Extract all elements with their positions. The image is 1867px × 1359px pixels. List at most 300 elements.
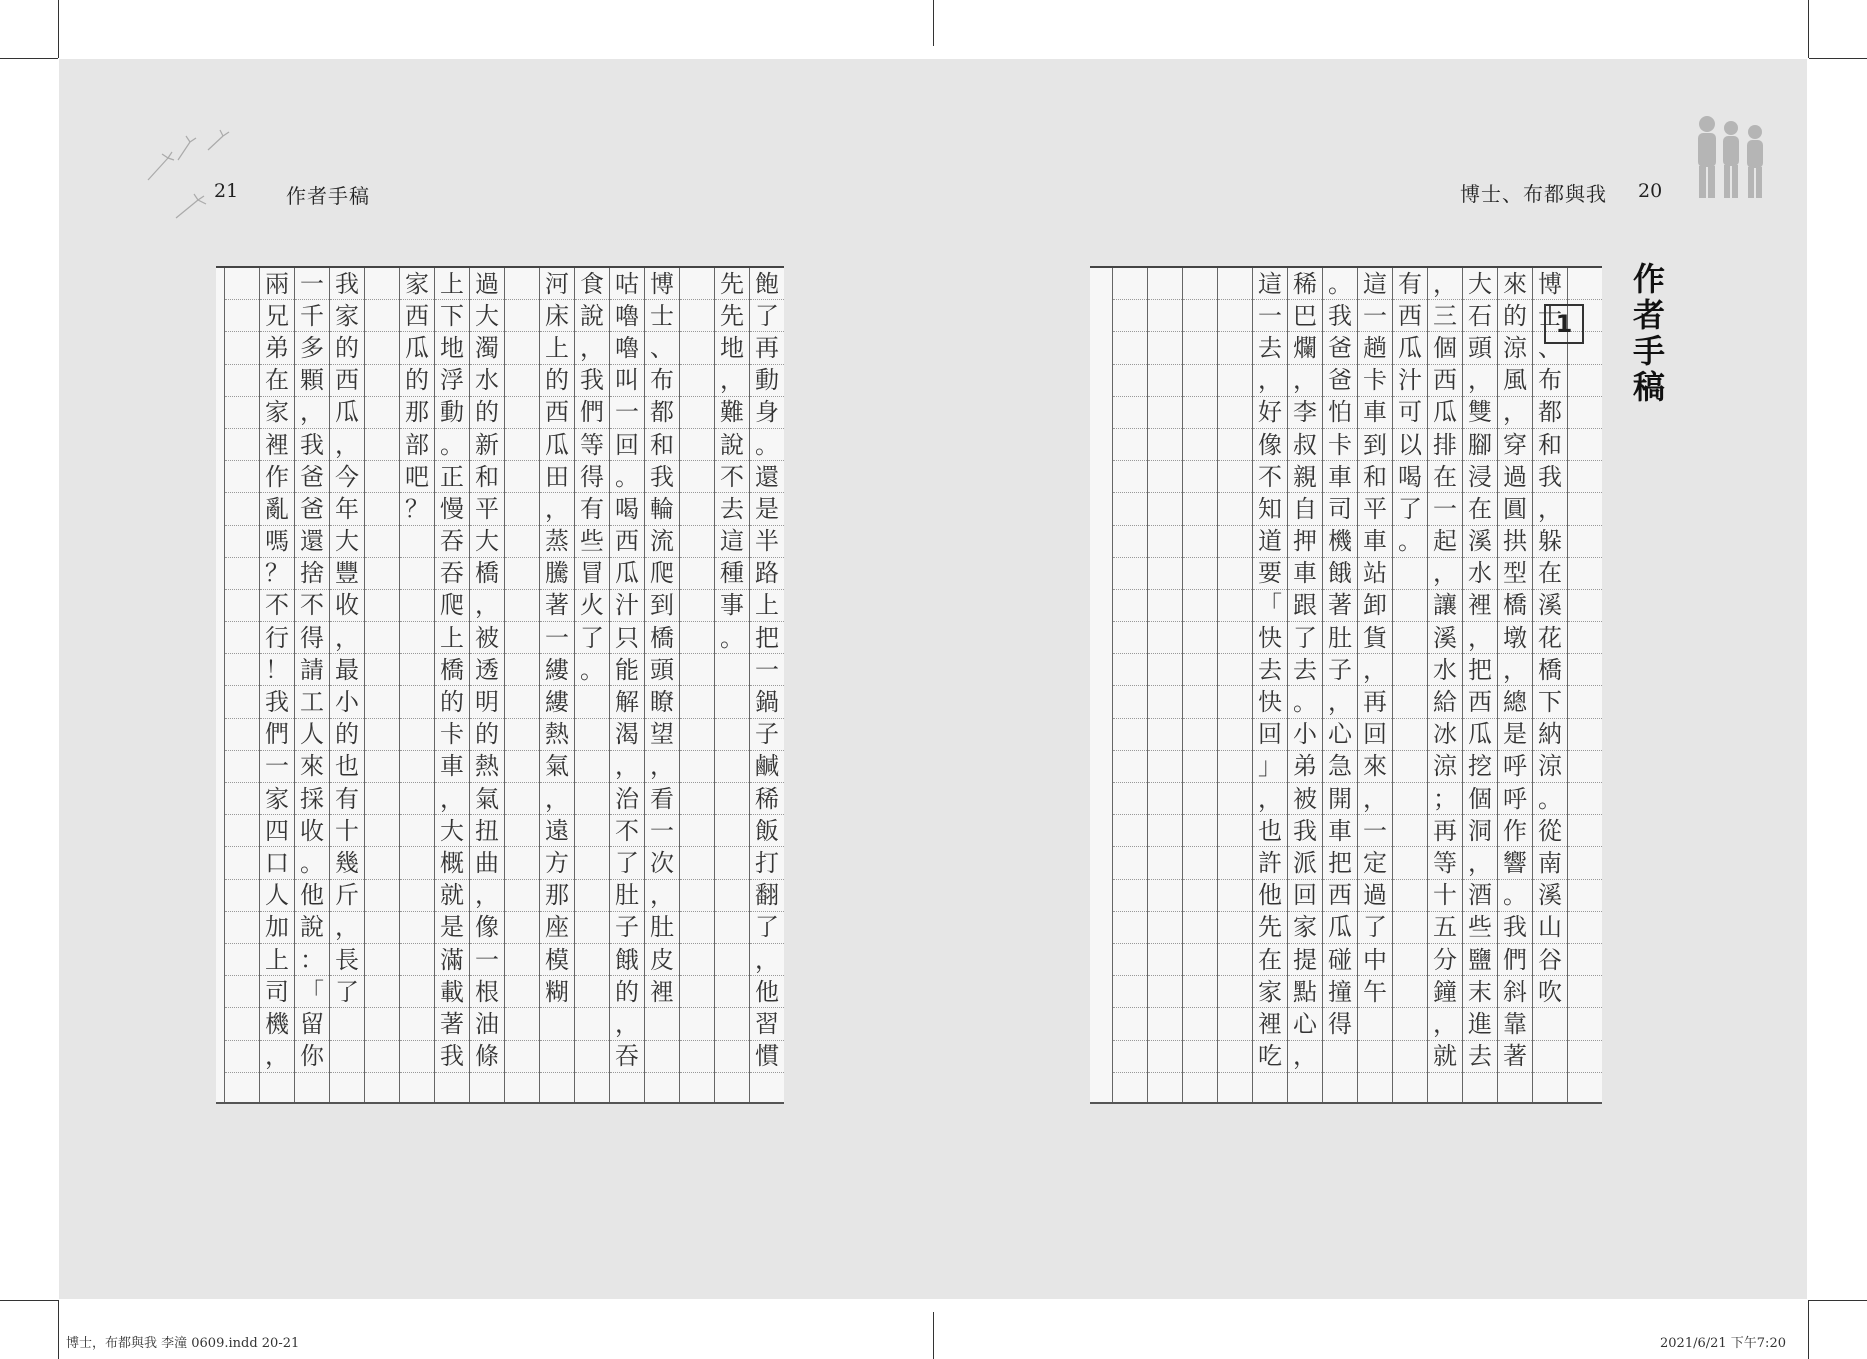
manuscript-cell [1218,686,1252,718]
manuscript-cell: 顆 [295,365,329,397]
manuscript-cell [505,654,539,686]
manuscript-cell: 一 [610,397,644,429]
manuscript-cell: 的 [330,719,364,751]
manuscript-cell: 的 [330,332,364,364]
manuscript-cell: 濁 [470,332,504,364]
manuscript-cell [1148,912,1182,944]
manuscript-cell [715,1008,749,1040]
manuscript-cell: 熱 [540,719,574,751]
manuscript-cell [505,461,539,493]
manuscript-cell [715,976,749,1008]
manuscript-cell: 吞 [435,558,469,590]
manuscript-cell [680,461,714,493]
manuscript-cell [1568,397,1602,429]
manuscript-cell: 司 [260,976,294,1008]
manuscript-cell: 糊 [540,976,574,1008]
manuscript-cell [330,1008,364,1040]
manuscript-cell: 回 [1253,719,1287,751]
manuscript-cell: 的 [610,976,644,1008]
manuscript-cell: 些 [575,526,609,558]
manuscript-cell: 以 [1393,429,1427,461]
manuscript-cell: 的 [470,397,504,429]
manuscript-cell: 些 [1463,912,1497,944]
manuscript-cell: 撞 [1323,976,1357,1008]
manuscript-cell: 下 [1533,686,1567,718]
manuscript-cell: 士 [1533,300,1567,332]
manuscript-cell: 南 [1533,847,1567,879]
manuscript-cell [1183,654,1217,686]
manuscript-cell [1393,783,1427,815]
manuscript-cell: 說 [295,912,329,944]
manuscript-cell [505,880,539,912]
manuscript-cell: 西 [1393,300,1427,332]
crop-mark [0,58,58,59]
manuscript-cell [1148,944,1182,976]
manuscript-cell: 了 [1393,493,1427,525]
manuscript-cell [225,783,259,815]
manuscript-cell: ， [540,783,574,815]
manuscript-cell [225,332,259,364]
manuscript-cell: 一 [540,622,574,654]
manuscript-cell: ， [540,493,574,525]
manuscript-cell [225,365,259,397]
manuscript-cell: 你 [295,1041,329,1073]
manuscript-cell [1113,1041,1147,1073]
manuscript-cell: 橋 [645,622,679,654]
manuscript-cell [365,654,399,686]
manuscript-cell [1568,976,1602,1008]
manuscript-cell [715,1041,749,1073]
manuscript-cell: 一 [260,751,294,783]
manuscript-cell: 博 [645,268,679,300]
manuscript-cell: ； [1428,783,1462,815]
manuscript-cell: 過 [1358,880,1392,912]
manuscript-cell: 我 [260,686,294,718]
manuscript-cell [365,300,399,332]
manuscript-cell: 把 [750,622,784,654]
manuscript-cell: 裡 [645,976,679,1008]
manuscript-cell: 動 [750,365,784,397]
manuscript-cell: 一 [470,944,504,976]
manuscript-cell: 和 [1358,461,1392,493]
manuscript-cell: ， [575,332,609,364]
manuscript-cell: 快 [1253,686,1287,718]
manuscript-cell [1568,751,1602,783]
manuscript-cell: 下 [435,300,469,332]
manuscript-cell [225,493,259,525]
manuscript-cell [715,686,749,718]
manuscript-cell [1218,526,1252,558]
manuscript-cell: 士 [645,300,679,332]
manuscript-cell: 。 [610,461,644,493]
manuscript-cell: 流 [645,526,679,558]
manuscript-cell [365,622,399,654]
manuscript-cell [680,493,714,525]
manuscript-cell: 。 [750,429,784,461]
manuscript-cell [1218,493,1252,525]
manuscript-cell: 總 [1498,686,1532,718]
manuscript-cell: 我 [645,461,679,493]
manuscript-column [1287,268,1322,1102]
manuscript-cell: 瓜 [330,397,364,429]
manuscript-column [1322,268,1357,1102]
manuscript-cell: 進 [1463,1008,1497,1040]
manuscript-cell: 汁 [1393,365,1427,397]
manuscript-cell [1568,461,1602,493]
manuscript-cell [1218,461,1252,493]
manuscript-cell: 嚕 [610,332,644,364]
manuscript-cell: 冰 [1428,719,1462,751]
manuscript-cell [1218,300,1252,332]
manuscript-cell: 瓜 [1393,332,1427,364]
manuscript-cell: 叔 [1288,429,1322,461]
manuscript-cell [400,976,434,1008]
crop-mark [1809,58,1867,59]
manuscript-cell: ， [470,880,504,912]
manuscript-cell: 機 [260,1008,294,1040]
manuscript-cell: 把 [1323,847,1357,879]
manuscript-cell: 布 [1533,365,1567,397]
manuscript-cell: 溪 [1428,622,1462,654]
manuscript-column [504,268,539,1102]
manuscript-cell: 回 [1288,880,1322,912]
manuscript-cell: 好 [1253,397,1287,429]
manuscript-cell: 曲 [470,847,504,879]
manuscript-cell [680,622,714,654]
manuscript-cell: 作 [1498,815,1532,847]
manuscript-column [1182,268,1217,1102]
manuscript-cell [225,976,259,1008]
manuscript-cell: ， [435,783,469,815]
manuscript-cell [575,686,609,718]
manuscript-cell [365,268,399,300]
manuscript-cell [365,847,399,879]
manuscript-cell [1113,461,1147,493]
manuscript-cell: 涼 [1498,332,1532,364]
manuscript-cell: 他 [295,880,329,912]
manuscript-cell: 家 [1288,912,1322,944]
manuscript-cell: 。 [1323,268,1357,300]
manuscript-column [749,268,784,1102]
manuscript-cell: 遠 [540,815,574,847]
manuscript-cell: 家 [1253,976,1287,1008]
right-manuscript-sheet [1090,266,1602,1104]
manuscript-cell: 像 [1253,429,1287,461]
manuscript-cell: 爸 [295,461,329,493]
manuscript-cell: 、 [645,332,679,364]
manuscript-cell [575,976,609,1008]
manuscript-cell [575,751,609,783]
manuscript-cell: 卸 [1358,590,1392,622]
manuscript-cell: 碰 [1323,944,1357,976]
manuscript-cell: 來 [1358,751,1392,783]
crop-mark [933,0,934,46]
manuscript-cell [575,880,609,912]
manuscript-cell: ， [330,429,364,461]
manuscript-cell [365,332,399,364]
manuscript-cell: 和 [470,461,504,493]
manuscript-cell [1218,751,1252,783]
manuscript-cell [365,1008,399,1040]
manuscript-cell [1148,1041,1182,1073]
manuscript-cell: 西 [1463,686,1497,718]
manuscript-cell [365,590,399,622]
manuscript-cell [575,912,609,944]
manuscript-cell: 正 [435,461,469,493]
manuscript-cell: 鐘 [1428,976,1462,1008]
manuscript-cell [680,783,714,815]
manuscript-cell: 。 [1498,880,1532,912]
manuscript-cell: 小 [1288,719,1322,751]
manuscript-cell [1218,332,1252,364]
manuscript-cell: 溪 [1533,880,1567,912]
manuscript-cell: 我 [435,1041,469,1073]
manuscript-cell [1148,783,1182,815]
manuscript-cell [575,783,609,815]
manuscript-cell: 上 [435,268,469,300]
manuscript-cell: 了 [1288,622,1322,654]
manuscript-cell [1113,847,1147,879]
manuscript-cell [1113,654,1147,686]
manuscript-cell [1218,397,1252,429]
manuscript-cell [1393,815,1427,847]
manuscript-cell: 飽 [750,268,784,300]
manuscript-cell: 收 [330,590,364,622]
manuscript-cell: 方 [540,847,574,879]
manuscript-cell [1148,590,1182,622]
manuscript-cell [225,461,259,493]
manuscript-cell: 我 [1498,912,1532,944]
manuscript-cell: 千 [295,300,329,332]
manuscript-cell [1533,1008,1567,1040]
manuscript-cell [1393,976,1427,1008]
manuscript-cell [575,944,609,976]
manuscript-cell: 個 [1463,783,1497,815]
manuscript-cell [575,719,609,751]
manuscript-cell [715,783,749,815]
manuscript-cell: 涼 [1428,751,1462,783]
manuscript-cell [365,686,399,718]
manuscript-cell [505,268,539,300]
manuscript-cell: 裡 [1463,590,1497,622]
manuscript-cell: 卡 [1323,429,1357,461]
manuscript-cell: 跟 [1288,590,1322,622]
manuscript-cell: 能 [610,654,644,686]
manuscript-cell [680,526,714,558]
manuscript-column [1357,268,1392,1102]
manuscript-cell: 和 [1533,429,1567,461]
manuscript-cell: 平 [1358,493,1392,525]
manuscript-cell: 橋 [435,654,469,686]
manuscript-cell: 瓜 [1323,912,1357,944]
manuscript-cell: 爸 [295,493,329,525]
manuscript-cell [1113,429,1147,461]
manuscript-cell: 不 [260,590,294,622]
manuscript-cell: 四 [260,815,294,847]
manuscript-cell: 裡 [260,429,294,461]
manuscript-cell: 巴 [1288,300,1322,332]
manuscript-cell: 。 [435,429,469,461]
manuscript-cell: 床 [540,300,574,332]
manuscript-cell [225,268,259,300]
manuscript-cell: 。 [575,654,609,686]
manuscript-cell [715,847,749,879]
manuscript-cell: 的 [470,719,504,751]
manuscript-cell: 那 [400,397,434,429]
manuscript-cell: 氣 [470,783,504,815]
manuscript-cell [400,622,434,654]
manuscript-cell: 汁 [610,590,644,622]
manuscript-cell [1568,268,1602,300]
manuscript-cell [365,526,399,558]
manuscript-cell [1148,654,1182,686]
crop-mark [933,1312,934,1359]
manuscript-cell: 橋 [1533,654,1567,686]
manuscript-cell [400,751,434,783]
manuscript-cell: 我 [295,429,329,461]
manuscript-cell [505,815,539,847]
manuscript-cell: 得 [295,622,329,654]
manuscript-cell: 弟 [260,332,294,364]
manuscript-cell: ， [1358,783,1392,815]
manuscript-cell: 靠 [1498,1008,1532,1040]
manuscript-cell: ， [1288,365,1322,397]
manuscript-cell: 條 [470,1041,504,1073]
manuscript-cell: 還 [295,526,329,558]
manuscript-cell [1568,558,1602,590]
manuscript-column [1217,268,1252,1102]
manuscript-cell [225,429,259,461]
manuscript-cell [505,558,539,590]
manuscript-cell: 渴 [610,719,644,751]
manuscript-cell: 、 [1533,332,1567,364]
manuscript-cell [1568,590,1602,622]
manuscript-cell: ， [1323,686,1357,718]
manuscript-column [1427,268,1462,1102]
manuscript-cell: 瞭 [645,686,679,718]
manuscript-cell [715,751,749,783]
manuscript-cell: 了 [750,912,784,944]
manuscript-cell [1393,751,1427,783]
manuscript-cell [1148,686,1182,718]
manuscript-cell: 到 [1358,429,1392,461]
manuscript-cell: 了 [1358,912,1392,944]
manuscript-cell: 載 [435,976,469,1008]
manuscript-cell: 博 [1533,268,1567,300]
manuscript-cell [1393,590,1427,622]
manuscript-cell [505,300,539,332]
manuscript-cell: 浮 [435,365,469,397]
manuscript-cell [1218,558,1252,590]
manuscript-cell: 新 [470,429,504,461]
manuscript-cell [365,429,399,461]
manuscript-cell: 定 [1358,847,1392,879]
manuscript-cell: 田 [540,461,574,493]
manuscript-cell: 次 [645,847,679,879]
manuscript-cell: 爸 [1323,365,1357,397]
manuscript-cell [575,847,609,879]
manuscript-cell [1148,719,1182,751]
crop-mark [1808,0,1809,58]
manuscript-cell: 有 [575,493,609,525]
manuscript-cell: 風 [1498,365,1532,397]
manuscript-cell: ？ [260,558,294,590]
manuscript-cell: 吞 [610,1041,644,1073]
manuscript-cell [1393,686,1427,718]
manuscript-cell: 卡 [435,719,469,751]
manuscript-cell: 先 [715,268,749,300]
manuscript-cell: 治 [610,783,644,815]
manuscript-cell: 兄 [260,300,294,332]
manuscript-column [469,268,504,1102]
manuscript-cell [1218,880,1252,912]
manuscript-cell [1358,1008,1392,1040]
manuscript-cell: 縷 [540,654,574,686]
manuscript-cell: 了 [330,976,364,1008]
crop-mark [0,1300,58,1301]
manuscript-cell: 大 [435,815,469,847]
manuscript-cell: 我 [330,268,364,300]
manuscript-cell [715,944,749,976]
manuscript-cell: 捨 [295,558,329,590]
manuscript-cell: ， [470,590,504,622]
manuscript-column [714,268,749,1102]
manuscript-cell: 難 [715,397,749,429]
manuscript-cell [505,429,539,461]
manuscript-cell [1113,686,1147,718]
manuscript-cell: 打 [750,847,784,879]
manuscript-cell: 模 [540,944,574,976]
manuscript-cell [1113,976,1147,1008]
manuscript-cell: 的 [435,686,469,718]
manuscript-column [1252,268,1287,1102]
manuscript-cell: 人 [295,719,329,751]
manuscript-cell: 口 [260,847,294,879]
manuscript-cell: 瓜 [1463,719,1497,751]
manuscript-column [1462,268,1497,1102]
manuscript-cell: 翻 [750,880,784,912]
manuscript-column [329,268,364,1102]
manuscript-cell: ： [295,944,329,976]
manuscript-cell: 押 [1288,526,1322,558]
manuscript-cell: 餓 [610,944,644,976]
manuscript-cell: 快 [1253,622,1287,654]
manuscript-cell: 小 [330,686,364,718]
manuscript-cell [505,1008,539,1040]
manuscript-cell [225,912,259,944]
manuscript-cell: 讓 [1428,590,1462,622]
manuscript-cell [1218,622,1252,654]
manuscript-cell [1183,976,1217,1008]
manuscript-cell: 得 [575,461,609,493]
manuscript-cell: 和 [645,429,679,461]
manuscript-cell [680,300,714,332]
manuscript-column [1497,268,1532,1102]
manuscript-cell: 道 [1253,526,1287,558]
manuscript-cell: 人 [260,880,294,912]
manuscript-cell: 橋 [470,558,504,590]
manuscript-cell: ， [260,1041,294,1073]
manuscript-cell: ！ [260,654,294,686]
manuscript-cell: 被 [1288,783,1322,815]
manuscript-cell: 我 [1533,461,1567,493]
manuscript-cell [1183,300,1217,332]
manuscript-cell: ， [1498,654,1532,686]
left-page-number: 21 [214,180,239,202]
manuscript-cell: 布 [645,365,679,397]
manuscript-cell: 一 [295,268,329,300]
manuscript-cell [1183,429,1217,461]
